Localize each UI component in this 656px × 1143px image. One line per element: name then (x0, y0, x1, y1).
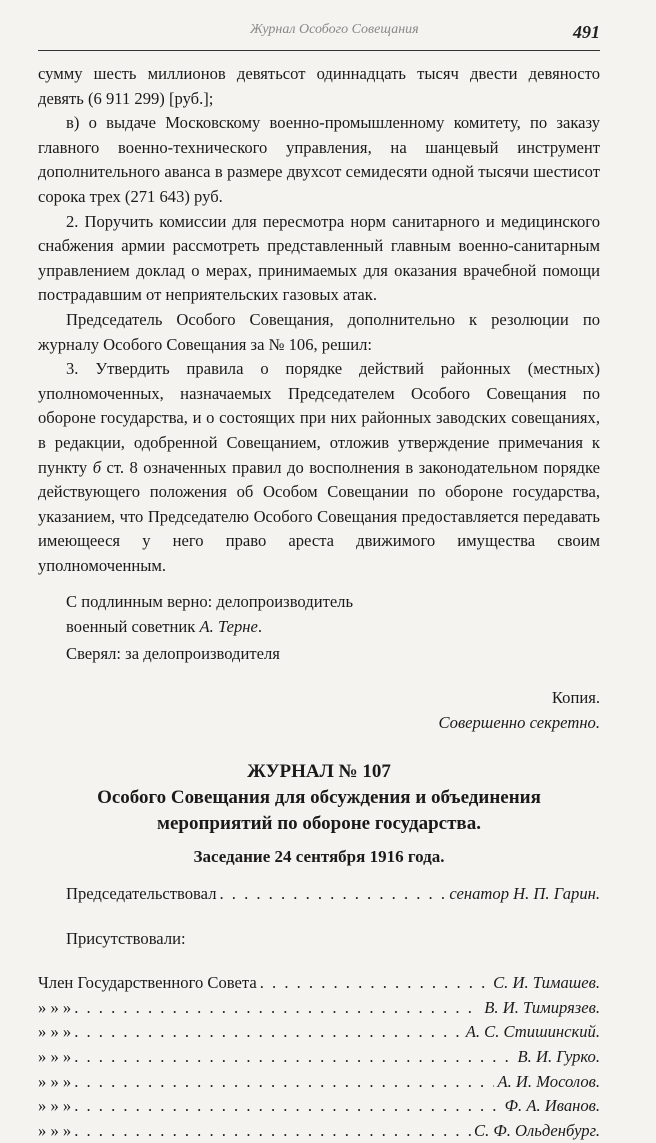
attendee-role: » » » (38, 1071, 72, 1091)
secret-stamp: Совершенно секретно. (438, 712, 600, 732)
paragraph-moscow-committee: в) о выдаче Московскому военно-промышленному комитету, по заказу главного военно-технического управления, на шанцевый инструмент дополнительного аванса в размере двухсот семидесяти одной тысячи шестисот сорока трех (271 643) руб. (38, 113, 600, 206)
certification-line-1: С подлинным верно: делопроизводитель (66, 592, 354, 612)
attendee-role: » » » (38, 997, 72, 1017)
paragraph-rules-approval: 3. Утвердить правила о порядке действий районных (местных) уполномоченных, назначаемых Председателем Особого Совещания по обороне государства, и о состоящих при них районных заводских совещаниях, в редакции, одобренной Совещанием, отложив утверждение примечания к пункту б ст. 8 означенных правил до восполнения в законодательном порядке действующего положения об Особом Совещании по обороне государства, указанием, что Председателю Особого Совещания предоставляется передавать имеющееся у него право ареста движимого имущества своим уполномоченным. (38, 359, 600, 575)
copy-stamp: Копия. (551, 688, 600, 708)
page-body (38, 62, 600, 1143)
meeting-date: Заседание 24 сентября 1916 года. (193, 847, 445, 867)
paragraph-sanitary-commission: 2. Поручить комиссии для пересмотра норм санитарного и медицинского снабжения армии рассмотреть представленный главным военно-санитарным управлением доклад о мерах, принимаемых для оказания врачебной помощи пострадавшим от неприятельских газовых атак. (38, 211, 600, 305)
chair-name: сенатор Н. П. Гарин. (449, 884, 600, 904)
attendee-row (38, 1094, 600, 1119)
attendee-name: С. И. Тимашев. (493, 973, 600, 993)
attendee-row (38, 1020, 600, 1045)
chair-label: Председательствовал (66, 884, 217, 904)
attendee-role: » » » (38, 1047, 72, 1066)
attendee-row (38, 971, 600, 996)
attendee-row (38, 1045, 600, 1070)
page-header (0, 0, 656, 62)
journal-title: ЖУРНАЛ № 107 (247, 761, 391, 783)
attendee-role: » » » (38, 1096, 72, 1116)
attendee-role: » » » (38, 1022, 72, 1042)
header-rule (38, 50, 600, 51)
attendee-row (38, 1070, 600, 1095)
paragraph-chairman-resolution: Председатель Особого Совещания, дополнительно к резолюции по журналу Особого Совещания за № 106, решил: (38, 309, 600, 354)
attendee-name: А. С. Стишинский. (465, 1022, 600, 1042)
present-label: Присутствовали: (66, 928, 186, 948)
verified-line: Сверял: за делопроизводителя (66, 643, 280, 663)
attendee-list (38, 971, 600, 1143)
attendee-row (38, 1119, 600, 1143)
attendee-name: А. И. Мосолов. (497, 1071, 600, 1091)
attendee-name: В. И. Гурко. (517, 1047, 600, 1066)
attendee-name: Ф. А. Иванов. (504, 1096, 600, 1116)
page-number: 491 (573, 22, 600, 42)
journal-subtitle: Особого Совещания для обсуждения и объединения мероприятий по обороне государства. (97, 787, 541, 835)
attendee-row (38, 996, 600, 1021)
certification-line-2: военный советник А. Терне. (66, 617, 262, 637)
chair-row (38, 882, 600, 907)
paragraph-amount: сумму шесть миллионов девятьсот одиннадцать тысяч двести девяносто девять (6 911 299) [руб.]; (38, 64, 600, 108)
attendee-role: » » » (38, 1120, 72, 1140)
attendee-name: В. И. Тимирязев. (484, 997, 600, 1017)
running-title: Журнал Особого Совещания (250, 22, 419, 37)
attendee-role: Член Государственного Совета (38, 973, 257, 993)
attendee-name: С. Ф. Ольденбург. (474, 1120, 600, 1140)
